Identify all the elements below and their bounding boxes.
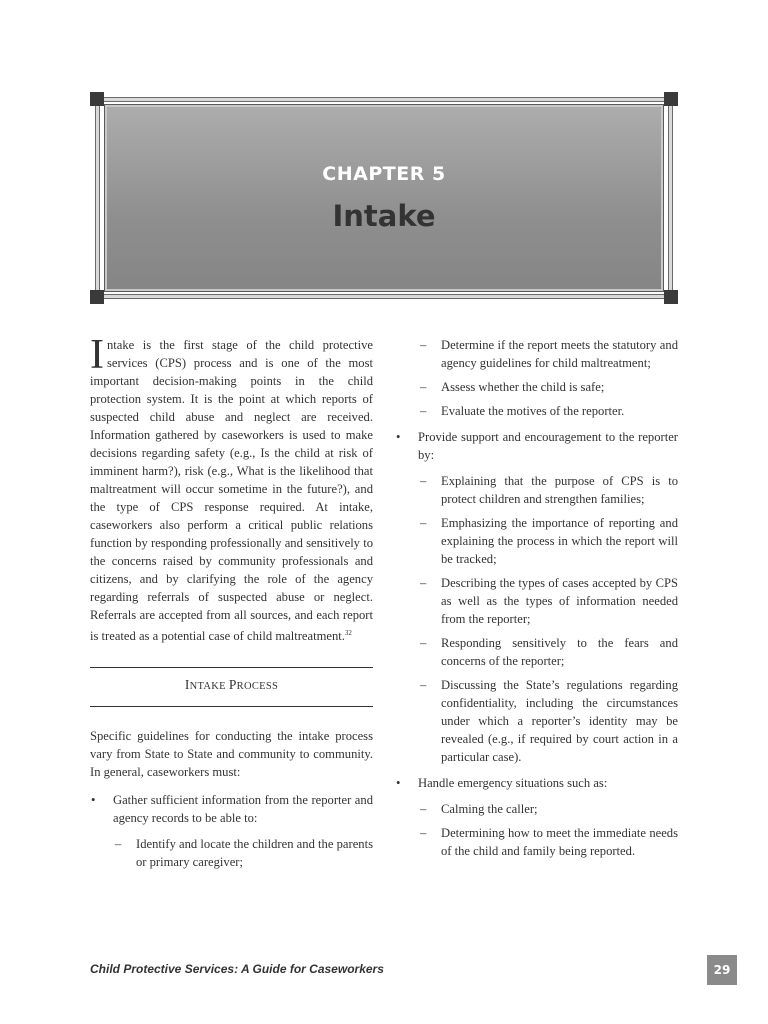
banner-panel <box>104 104 664 292</box>
heading-smallcaps: ROCESS <box>236 681 279 693</box>
section-lead: Specific guidelines for conducting the intake process vary from State to State and community to community. In general, caseworkers must: <box>90 729 373 780</box>
banner-corner-bottom-left <box>90 290 104 304</box>
list-item <box>395 428 678 766</box>
banner-top-rule <box>102 97 666 102</box>
sub-list <box>418 800 678 860</box>
list-item <box>90 791 373 871</box>
intro-text: ntake is the first stage of the child protective services (CPS) process and is one of the most important decision-making points in the child protection system. It is the point at which reports of suspected child abuse and neglect are received. Information gathered by caseworkers is used to make decisions regarding safety (e.g., Is the child at risk of imminent harm?), risk (e.g., What is the likelihood that maltreatment will occur sometime in the future?), and the type of CPS response required. At intake, caseworkers also perform a critical public relations function by responding professionally and sensitively to the concerns raised by community professionals and citizens, and by clarifying the role of the agency regarding referrals of suspected abuse or neglect. Referrals are accepted from all sources, and each report is treated as a potential case of child maltreatment. <box>90 338 373 644</box>
list-item <box>395 774 678 860</box>
page-number: 29 <box>707 955 737 985</box>
banner-corner-top-right <box>664 92 678 106</box>
heading-smallcaps: NTAKE <box>189 681 229 693</box>
sub-list-item: – Determining how to meet the immediate needs of the child and family being reported. <box>418 824 678 860</box>
sub-list-item: – Responding sensitively to the fears and concerns of the reporter; <box>418 634 678 670</box>
banner-right-rule <box>668 104 673 292</box>
sub-list-item: – Determine if the report meets the statutory and agency guidelines for child maltreatment; <box>418 336 678 372</box>
heading-cap: I <box>184 677 190 693</box>
sub-list-item: – Evaluate the motives of the reporter. <box>418 402 678 420</box>
sub-list-item: – Identify and locate the children and the parents or primary caregiver; <box>113 835 373 871</box>
sub-list-item: – Describing the types of cases accepted by CPS as well as the types of information needed from the reporter; <box>418 574 678 628</box>
chapter-label: CHAPTER 5 <box>322 163 446 185</box>
sub-list-item: – Calming the caller; <box>418 800 678 818</box>
left-bullet-list <box>90 791 373 871</box>
section-heading <box>90 667 373 707</box>
banner-corner-top-left <box>90 92 104 106</box>
chapter-banner <box>90 92 678 304</box>
banner-left-rule <box>95 104 100 292</box>
footer-title: Child Protective Services: A Guide for Caseworkers <box>90 962 384 976</box>
sub-list-item: – Discussing the State’s regulations regarding confidentiality, including the circumstances under which a reporter’s identity may be revealed (e.g., if required by court action in a particular case). <box>418 676 678 766</box>
left-column <box>90 332 373 879</box>
sub-list <box>113 835 373 871</box>
intro-paragraph <box>90 332 373 645</box>
banner-corner-bottom-right <box>664 290 678 304</box>
chapter-title: Intake <box>332 199 436 233</box>
bullet-text: Gather sufficient information from the reporter and agency records to be able to: <box>113 793 373 826</box>
drop-cap: I <box>90 332 104 378</box>
bullet-text: Handle emergency situations such as: <box>418 776 608 790</box>
sub-list-item: – Explaining that the purpose of CPS is to protect children and strengthen families; <box>418 472 678 508</box>
continued-sub-list <box>395 336 678 420</box>
sub-list-item: – Assess whether the child is safe; <box>418 378 678 396</box>
footnote-ref: 32 <box>344 629 352 637</box>
sub-list <box>418 472 678 766</box>
heading-cap: P <box>228 677 237 693</box>
right-bullet-list <box>395 428 678 860</box>
banner-bottom-rule <box>102 294 666 299</box>
bullet-text: Provide support and encouragement to the reporter by: <box>418 430 678 462</box>
right-column <box>395 336 678 868</box>
sub-list-item: – Emphasizing the importance of reporting and explaining the process in which the report will be tracked; <box>418 514 678 568</box>
